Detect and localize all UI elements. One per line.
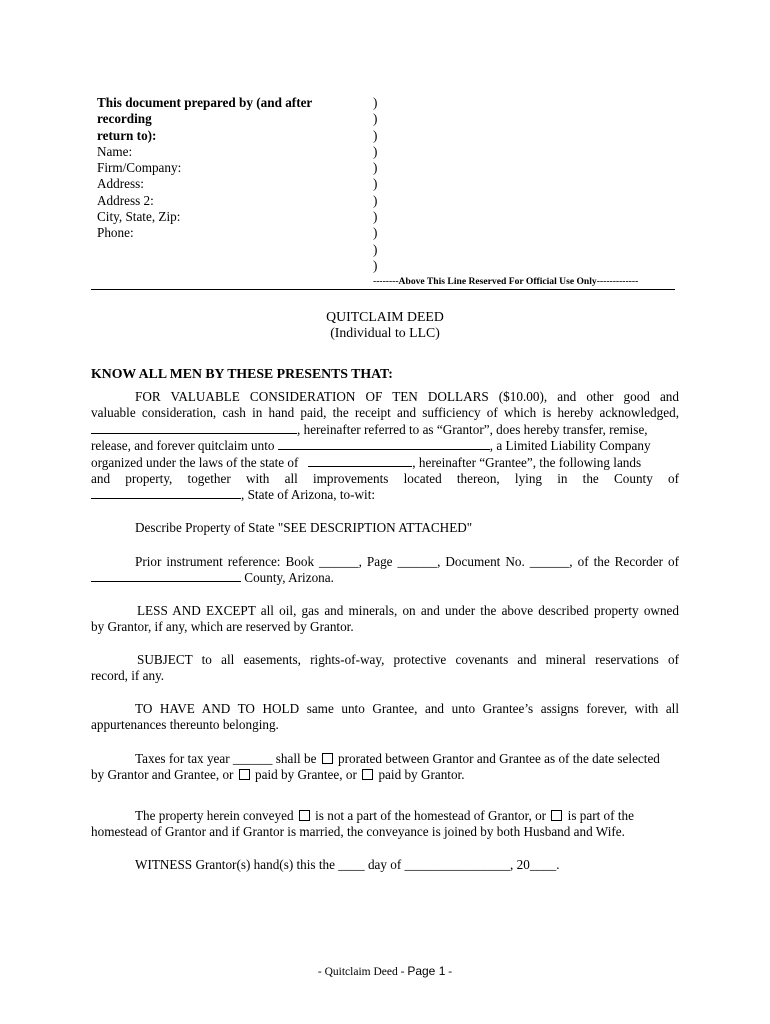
paid-by-grantor-checkbox[interactable] [362, 769, 373, 780]
deed-subtitle: (Individual to LLC) [330, 325, 440, 340]
footer-page-number: Page 1 [407, 964, 446, 978]
taxes-text-c: by Grantor and Grantee, or [91, 767, 234, 783]
homestead-line2: homestead of Grantor and if Grantor is married, the conveyance is joined by both Husband and Wife. [91, 824, 625, 840]
paren-glyph: ) [373, 176, 378, 192]
consideration-line5-text: organized under the laws of the state of [91, 454, 299, 470]
witness-text: WITNESS Grantor(s) hand(s) this the ____ day of ________________, 20____. [135, 857, 560, 872]
preparer-block [97, 95, 367, 242]
less-except-paragraph [91, 603, 679, 636]
preparer-city-state-zip-label: City, State, Zip: [97, 209, 181, 225]
subject-to-paragraph [91, 652, 679, 685]
habendum-line1: TO HAVE AND TO HOLD same unto Grantee, and unto Grantee’s assigns forever, with all [135, 701, 679, 716]
consideration-paragraph [91, 389, 679, 504]
prior-instrument-line2: County, Arizona. [241, 570, 334, 586]
homestead-text-c: is part of the [567, 808, 634, 823]
less-except-line2: by Grantor, if any, which are reserved by Grantor. [91, 619, 354, 635]
prior-instrument-line1: Prior instrument reference: Book ______, Page ______, Document No. ______, of the Recorder of [135, 554, 679, 569]
paid-by-grantee-checkbox[interactable] [239, 769, 250, 780]
prorated-checkbox[interactable] [322, 753, 333, 764]
consideration-line6: and property, together with all improvements located thereon, lying in the County of [91, 470, 679, 486]
subject-to-line1: SUBJECT to all easements, rights-of-way, protective covenants and mineral reservations of [137, 652, 679, 667]
consideration-line5-after: , hereinafter “Grantee”, the following lands [412, 454, 642, 470]
paren-glyph: ) [373, 241, 378, 257]
consideration-line7-text: , State of Arizona, to-wit: [241, 487, 376, 503]
habendum-line2: appurtenances thereunto belonging. [91, 717, 279, 733]
grantor-name-blank[interactable] [91, 422, 297, 434]
consideration-line3-text: , hereinafter referred to as “Grantor”, does hereby transfer, remise, [297, 421, 648, 437]
consideration-line4-after: , a Limited Liability Company [489, 438, 651, 454]
taxes-text-d: paid by Grantee, or [255, 767, 357, 783]
prior-county-blank[interactable] [91, 570, 241, 582]
grantee-name-blank[interactable] [278, 438, 490, 450]
paren-glyph: ) [373, 225, 378, 241]
subject-to-line2: record, if any. [91, 668, 165, 684]
paren-glyph: ) [373, 127, 378, 143]
paren-glyph: ) [373, 111, 378, 127]
footer-left: - Quitclaim Deed - [317, 966, 408, 978]
paren-glyph: ) [373, 192, 378, 208]
habendum-paragraph [91, 701, 679, 734]
paren-glyph: ) [373, 95, 378, 110]
is-homestead-checkbox[interactable] [551, 810, 562, 821]
not-homestead-checkbox[interactable] [299, 810, 310, 821]
footer-right: - [445, 966, 453, 978]
describe-property-text: Describe Property of State "SEE DESCRIPTION ATTACHED" [135, 520, 473, 535]
preparer-heading-line2: return to): [97, 127, 157, 143]
prior-instrument-paragraph [91, 554, 679, 587]
consideration-line4-text: release, and forever quitclaim unto [91, 438, 275, 454]
paren-glyph: ) [373, 209, 378, 225]
paren-glyph: ) [373, 257, 378, 273]
grantee-state-blank[interactable] [308, 455, 412, 467]
reserved-line-label: --------Above This Line Reserved For Official Use Only------------- [373, 276, 639, 287]
taxes-text-b: prorated between Grantor and Grantee as of the date selected [338, 751, 660, 766]
taxes-paragraph [91, 751, 679, 784]
preparer-address2-label: Address 2: [97, 192, 154, 208]
taxes-text-e: paid by Grantor. [378, 767, 465, 783]
consideration-line2: valuable consideration, cash in hand paid, the receipt and sufficiency of which is hereby acknowledged, [91, 405, 679, 421]
preparer-heading-line1: This document prepared by (and after recording [97, 95, 313, 127]
preparer-phone-label: Phone: [97, 225, 134, 241]
taxes-text-a: Taxes for tax year ______ shall be [135, 751, 317, 766]
county-blank[interactable] [91, 487, 241, 499]
homestead-paragraph [91, 808, 679, 841]
know-all-heading: KNOW ALL MEN BY THESE PRESENTS THAT: [91, 366, 393, 381]
homestead-text-a: The property herein conveyed [135, 808, 294, 823]
preparer-name-label: Name: [97, 143, 133, 159]
preparer-address-label: Address: [97, 176, 144, 192]
homestead-text-b: is not a part of the homestead of Grantor, or [315, 808, 547, 823]
page-footer [0, 964, 770, 978]
less-except-line1: LESS AND EXCEPT all oil, gas and minerals, on and under the above described property owned [137, 603, 679, 618]
consideration-line1: FOR VALUABLE CONSIDERATION OF TEN DOLLARS ($10.00), and other good and [135, 389, 679, 404]
witness-paragraph [91, 857, 679, 873]
paren-column [373, 95, 377, 274]
recording-separator-line [91, 289, 675, 290]
describe-property-paragraph [91, 520, 679, 536]
preparer-firm-label: Firm/Company: [97, 160, 182, 176]
paren-glyph: ) [373, 160, 378, 176]
deed-title: QUITCLAIM DEED [326, 309, 444, 324]
paren-glyph: ) [373, 143, 378, 159]
